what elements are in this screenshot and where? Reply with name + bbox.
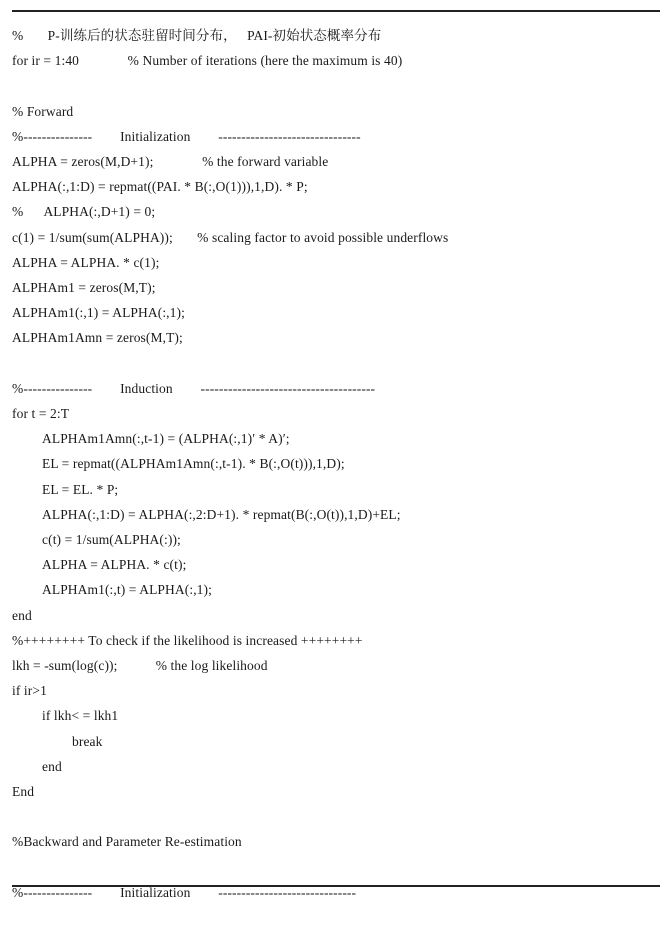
code-line: %--------------- Induction --------------------------------------: [12, 380, 376, 396]
code-line: ALPHA = ALPHA. * c(1);: [12, 254, 160, 270]
code-line: end: [12, 607, 32, 623]
code-line: ALPHA = ALPHA. * c(t);: [42, 557, 187, 573]
code-line: c(t) = 1/sum(ALPHA(:));: [42, 532, 181, 547]
code-line: end: [42, 758, 62, 774]
code-line: ALPHAm1(:,t) = ALPHA(:,1);: [42, 582, 212, 598]
code-line: ALPHAm1 = zeros(M,T);: [12, 280, 156, 295]
code-line: %--------------- Initialization -------------------------------: [12, 128, 361, 144]
code-line: %--------------- Initialization ------------------------------: [12, 884, 357, 900]
code-line: if lkh< = lkh1: [42, 708, 119, 724]
code-line: lkh = -sum(log(c)); % the log likelihood: [12, 658, 268, 673]
code-line: EL = EL. * P;: [42, 481, 119, 497]
code-line: c(1) = 1/sum(sum(ALPHA)); % scaling factor to avoid possible underflows: [12, 229, 449, 245]
code-line: % ALPHA(:,D+1) = 0;: [12, 204, 156, 220]
code-line: for ir = 1:40 % Number of iterations (here the maximum is 40): [12, 53, 403, 69]
code-line: break: [72, 733, 103, 749]
code-line: EL = repmat((ALPHAm1Amn(:,t-1). * B(:,O(t))),1,D);: [42, 456, 345, 472]
code-line: % P-训练后的状态驻留时间分布， PAI-初始状态概率分布: [12, 28, 382, 43]
code-line: % Forward: [12, 103, 74, 119]
code-line: ALPHAm1Amn(:,t-1) = (ALPHA(:,1)′ * A)′;: [42, 431, 290, 447]
code-line: for t = 2:T: [12, 406, 70, 421]
code-line: ALPHA = zeros(M,D+1); % the forward variable: [12, 154, 329, 169]
code-line: ALPHA(:,1:D) = ALPHA(:,2:D+1). * repmat(B(:,O(t)),1,D)+EL;: [42, 506, 401, 522]
code-line: if ir>1: [12, 683, 47, 699]
code-line: End: [12, 784, 35, 799]
code-line: ALPHAm1Amn = zeros(M,T);: [12, 330, 183, 346]
code-line: ALPHA(:,1:D) = repmat((PAI. * B(:,O(1))),1,D). * P;: [12, 179, 308, 195]
bottom-rule: [12, 885, 660, 887]
code-line: ALPHAm1(:,1) = ALPHA(:,1);: [12, 305, 185, 321]
code-line: %++++++++ To check if the likelihood is increased ++++++++: [12, 632, 363, 648]
code-line: %Backward and Parameter Re-estimation: [12, 834, 242, 850]
